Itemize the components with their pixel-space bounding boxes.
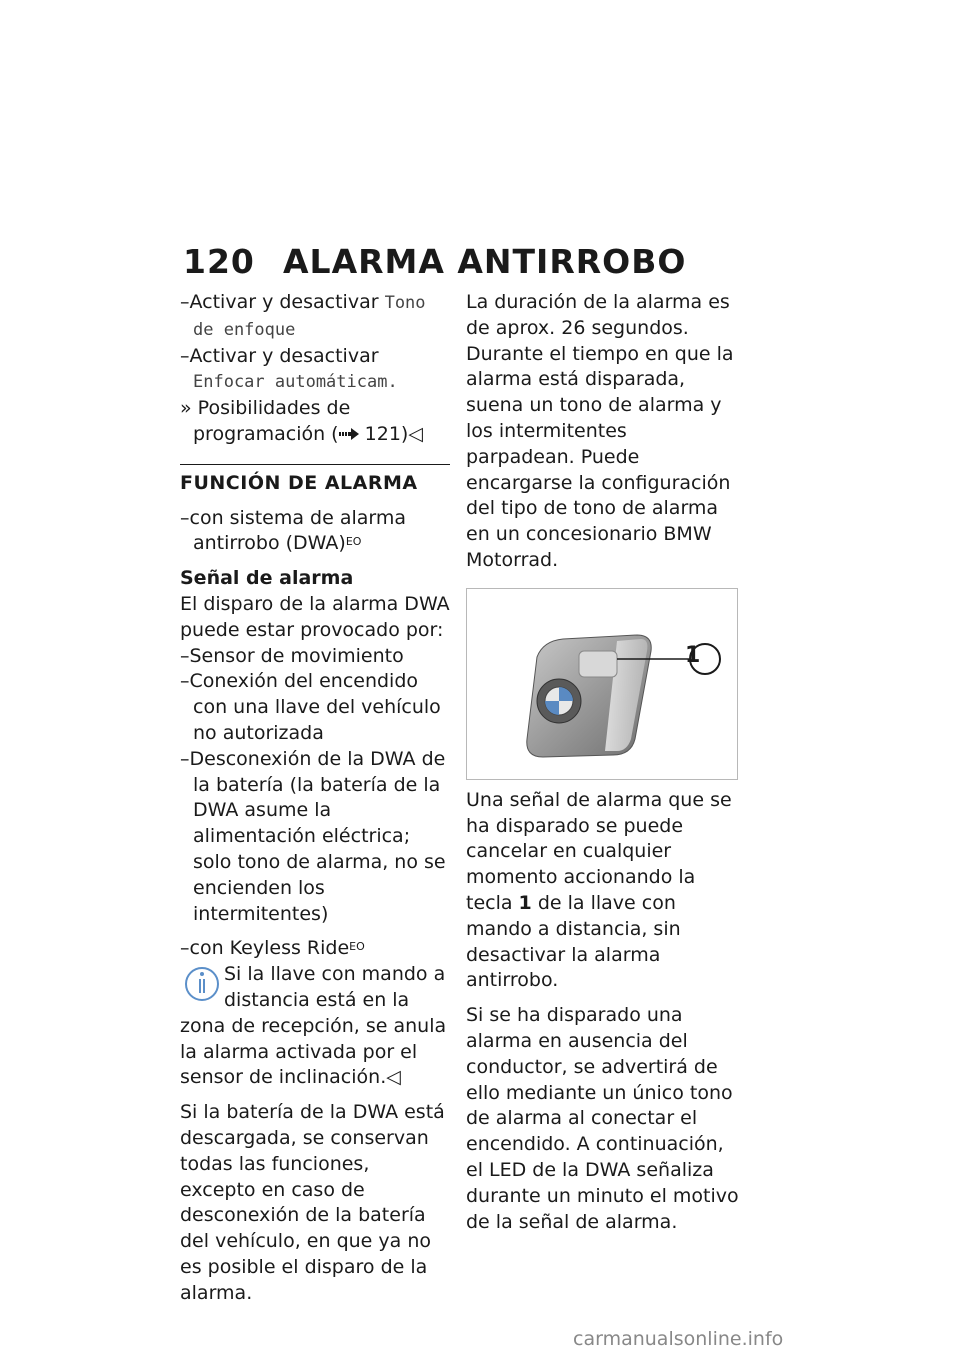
paragraph-text: Una señal de alarma que se ha disparado se puede cancelar en cualquier momento accionando la tecla: [466, 788, 732, 914]
key-fob-illustration: [467, 589, 737, 779]
paragraph: [466, 788, 741, 994]
list-item: [180, 290, 450, 344]
list-item: [180, 344, 450, 397]
key-reference: 1: [518, 891, 532, 914]
key-fob-figure: [466, 588, 738, 780]
list-item-text: –Activar y desactivar: [180, 344, 379, 367]
paragraph: El disparo de la alarma DWA puede estar provocado por:: [180, 592, 450, 641]
end-marker-icon: ◁: [386, 1066, 401, 1089]
right-column: [466, 290, 741, 1235]
page-ref: 121): [364, 422, 409, 445]
page-number: 120: [183, 242, 255, 281]
condition-item: [180, 506, 450, 558]
end-marker-icon: ◁: [408, 422, 423, 445]
menu-setting-name: Enfocar automáticam.: [193, 372, 398, 393]
info-icon: [180, 962, 220, 1010]
paragraph: Si la batería de la DWA está descargada, se conservan todas las funciones, excepto en caso de desconexión de la batería del vehículo, en que ya no es posible el disparo de la alarma.: [180, 1101, 445, 1304]
paragraph: Si se ha disparado una alarma en ausencia del conductor, se advertirá de ello mediante un único tono de alarma al conectar el encendido. A continuación, el LED de la DWA señaliza durante un minuto el motivo de la señal de alarma.: [466, 1004, 739, 1233]
option-badge: EO: [345, 535, 362, 549]
info-text: Si la llave con mando a distancia está en la zona de recepción, se anula la alarma activada por el sensor de inclinación.: [180, 963, 447, 1089]
condition-text: –con Keyless Ride: [180, 937, 350, 960]
info-note: [180, 962, 450, 1091]
list-item: –Sensor de movimiento: [180, 644, 404, 667]
menu-setting-name: Tono de enfoque: [193, 293, 426, 340]
option-badge: EO: [349, 940, 365, 954]
list-item-text: –Activar y desactivar: [180, 291, 385, 313]
page-ref-arrow-icon: [339, 423, 359, 445]
list-item: –Desconexión de la DWA de la batería (la batería de la DWA asume la alimentación eléctrica; solo tono de alarma, no se encienden los intermitentes): [180, 747, 446, 925]
list-item: –Conexión del encendido con una llave del vehículo no autorizada: [180, 670, 441, 744]
section-title: FUNCIÓN DE ALARMA: [180, 471, 418, 494]
page-header: [183, 242, 686, 281]
section-divider: [180, 464, 450, 465]
watermark: carmanualsonline.info: [573, 1328, 784, 1350]
left-column: [180, 290, 450, 1306]
page-title: ALARMA ANTIRROBO: [283, 242, 687, 281]
cross-reference[interactable]: [180, 396, 450, 448]
callout-number: 1: [685, 642, 701, 668]
condition-item: [180, 936, 450, 962]
condition-text: –con sistema de alarma antirrobo (DWA): [180, 506, 407, 555]
paragraph: La duración de la alarma es de aprox. 26 segundos. Durante el tiempo en que la alarma está disparada, suena un tono de alarma y los intermitentes parpadean. Puede encargarse la configuración del tipo de tono de alarma en un concesionario BMW Motorrad.: [466, 291, 734, 571]
subheading: Señal de alarma: [180, 567, 354, 590]
cross-reference-text: » Posibilidades de programación (: [180, 397, 351, 445]
paragraph-text: de la llave con mando a distancia, sin desactivar la alarma antirrobo.: [466, 891, 681, 992]
